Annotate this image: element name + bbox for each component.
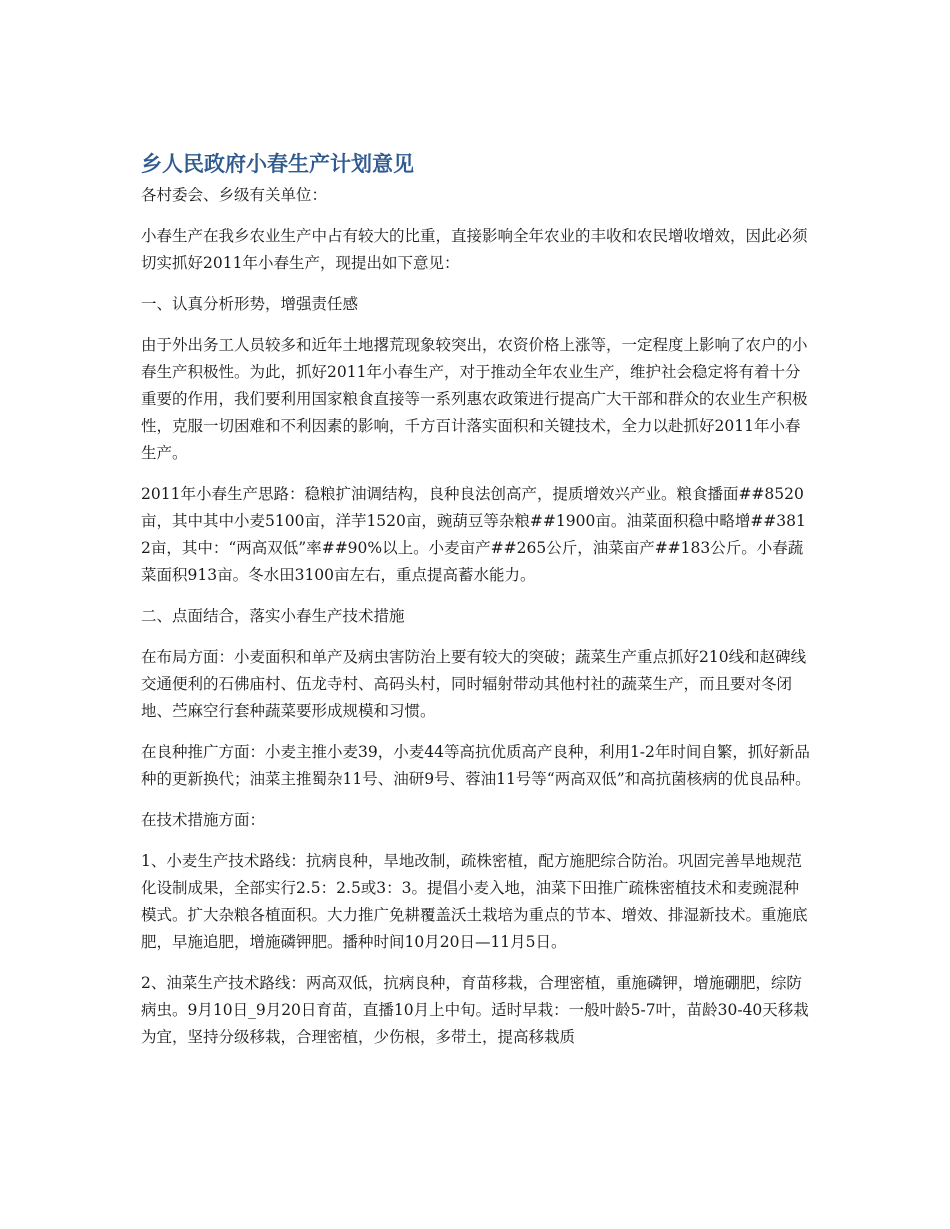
document-body [141,147,811,1051]
salutation: 各村委会、乡级有关单位： [141,186,328,204]
tech-item-wheat: 1、小麦生产技术路线：抗病良种，旱地改制，疏株密植，配方施肥综合防治。巩固完善旱地规范化设制成果，全部实行2.5：2.5或3：3。提倡小麦入地，油菜下田推广疏株密植技术和麦豌混种模式。扩大杂粮各植面积。大力推广免耕覆盖沃土栽培为重点的节本、增效、排湿新技术。重施底肥，早施追肥，增施磷钾肥。播种时间10月20日—11月5日。 [141,852,808,951]
section-2-layout-paragraph: 在布局方面：小麦面积和单产及病虫害防治上要有较大的突破；蔬菜生产重点抓好210线和赵碑线交通便利的石佛庙村、伍龙寺村、高码头村，同时辐射带动其他村社的蔬菜生产，而且要对冬闭地、苎麻空行套种蔬菜要形成规模和习惯。 [141,648,807,720]
section-2-tech-heading: 在技术措施方面： [141,811,266,829]
section-1-paragraph-2: 2011年小春生产思路：稳粮扩油调结构，良种良法创高产，提质增效兴产业。粮食播面##8520亩，其中其中小麦5100亩，洋芋1520亩，豌葫豆等杂粮##1900亩。油菜面积稳中略增##3812亩，其中：“两高双低”率##90%以上。小麦亩产##265公斤，油菜亩产##183公斤。小春蔬菜面积913亩。冬水田3100亩左右，重点提高蓄水能力。 [141,485,806,584]
section-2-heading: 二、点面结合，落实小春生产技术措施 [141,607,405,625]
tech-item-rapeseed: 2、油菜生产技术路线：两高双低，抗病良种，育苗移栽，合理密植，重施磷钾，增施硼肥，综防病虫。9月10日_9月20日育苗，直播10月上中旬。适时早栽：一般叶龄5-7叶，苗龄30-40天移栽为宜，坚持分级移栽，合理密植，少伤根，多带土，提高移栽质 [141,974,809,1046]
section-1-heading: 一、认真分析形势，增强责任感 [141,295,359,313]
intro-paragraph: 小春生产在我乡农业生产中占有较大的比重，直接影响全年农业的丰收和农民增收增效，因此必须切实抓好2011年小春生产，现提出如下意见： [141,227,808,272]
document-title: 乡人民政府小春生产计划意见 [141,152,414,176]
section-2-seeds-paragraph: 在良种推广方面：小麦主推小麦39，小麦44等高抗优质高产良种，利用1-2年时间自繁，抓好新品种的更新换代；油菜主推蜀杂11号、油研9号、蓉油11号等“两高双低”和高抗菌核病的优良品种。 [141,743,811,788]
section-1-paragraph-1: 由于外出务工人员较多和近年土地撂荒现象较突出，农资价格上涨等，一定程度上影响了农户的小春生产积极性。为此，抓好2011年小春生产，对于推动全年农业生产，维护社会稳定将有着十分重要的作用，我们要利用国家粮食直接等一系列惠农政策进行提高广大干部和群众的农业生产积极性，克服一切困难和不利因素的影响，千方百计落实面积和关键技术，全力以赴抓好2011年小春生产。 [141,336,808,462]
